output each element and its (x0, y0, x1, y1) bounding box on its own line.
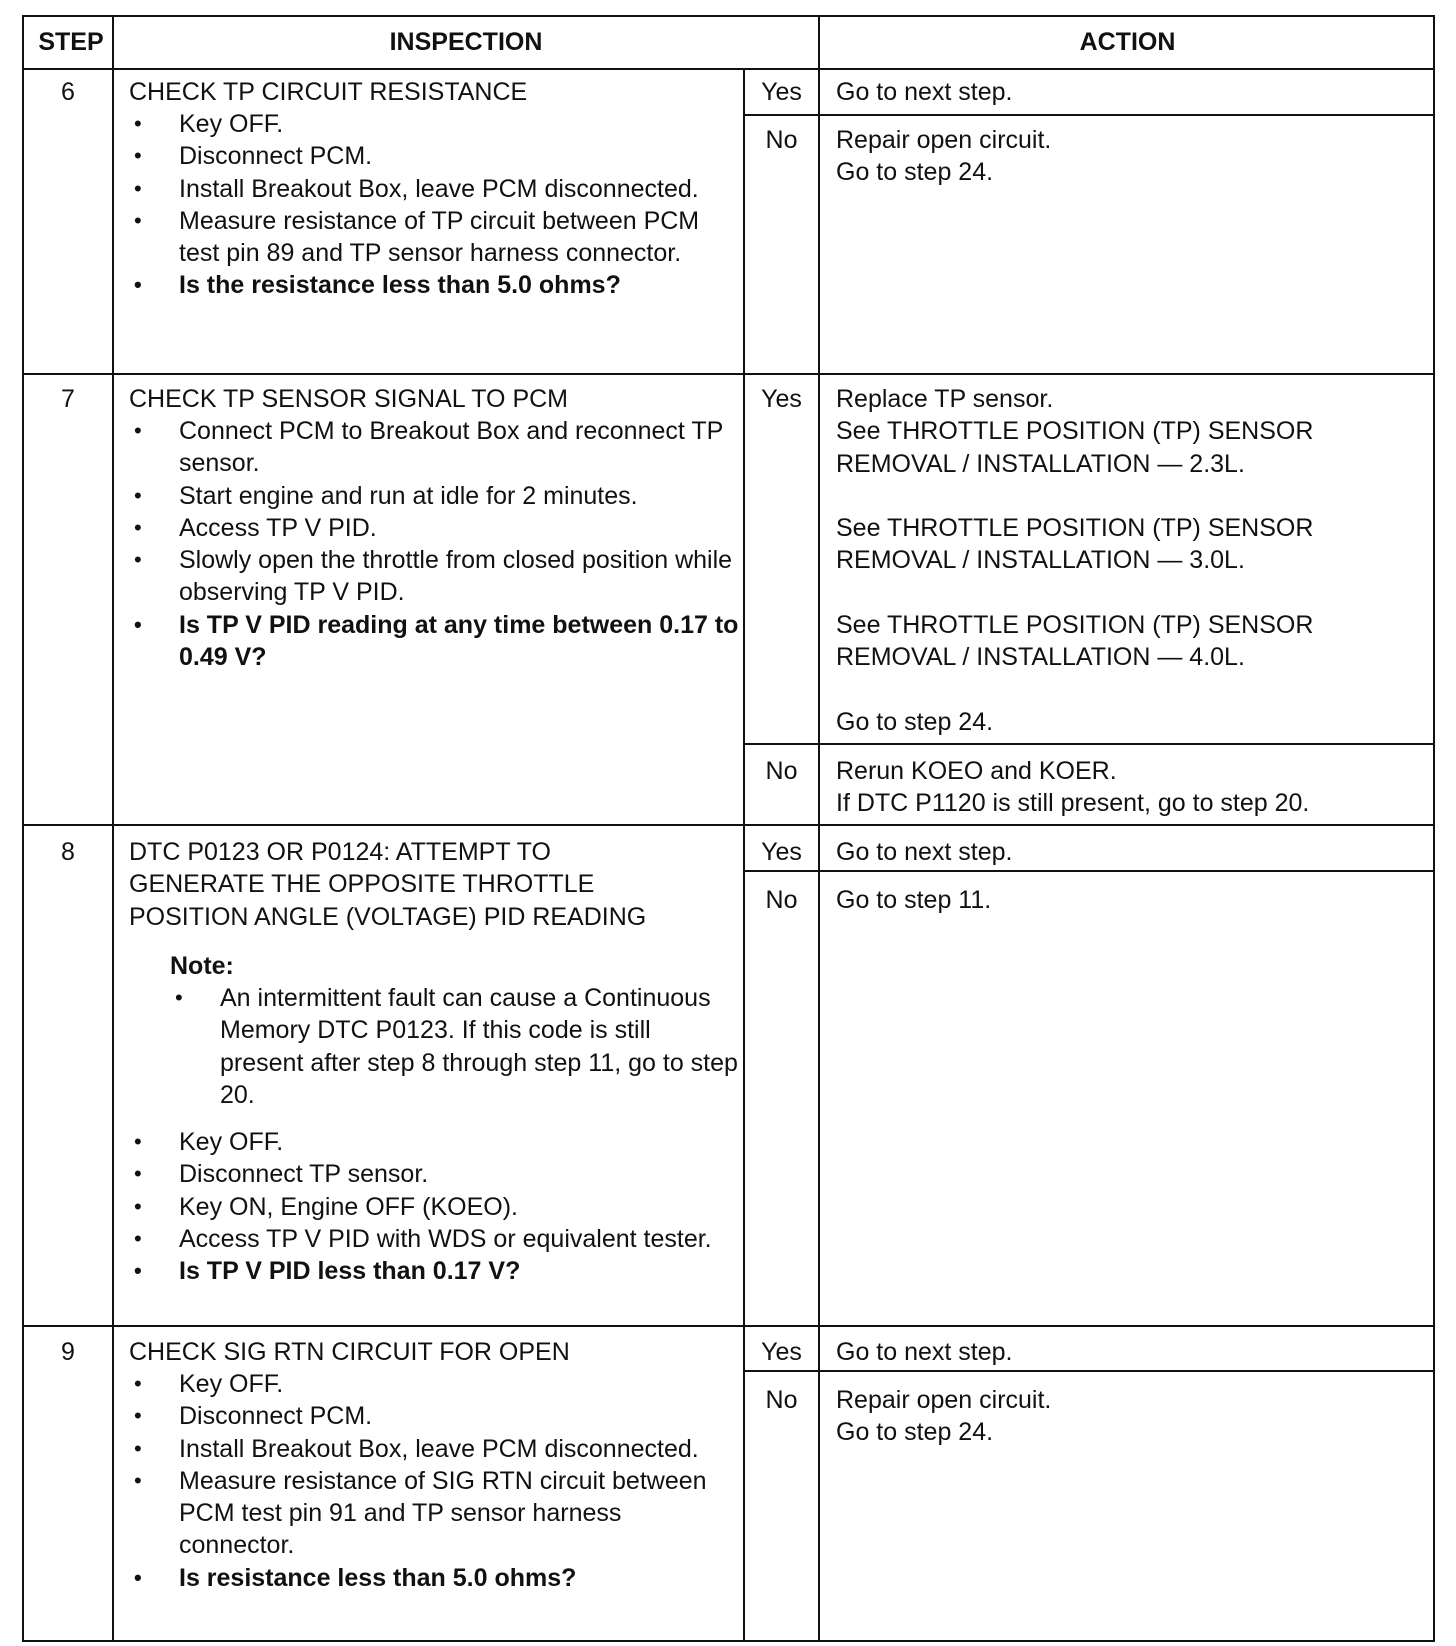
bullet-item: • Disconnect TP sensor. (129, 1158, 741, 1190)
yes-label: Yes (761, 385, 802, 413)
no-label: No (765, 126, 798, 154)
col-divider-step (112, 15, 114, 1642)
bullet-item: • Key OFF. (129, 1368, 741, 1400)
step-number: 9 (61, 1338, 75, 1366)
header-action: ACTION (1079, 28, 1176, 56)
inspection-title: CHECK TP CIRCUIT RESISTANCE (129, 78, 528, 106)
no-action (836, 755, 1309, 820)
note-bullets (170, 982, 738, 1111)
inspection-question: • Is TP V PID reading at any time between 0.17 to 0.49 V? (129, 609, 741, 674)
row-divider-6-7 (22, 373, 1435, 375)
header-step: STEP (38, 28, 104, 56)
bullet-item: • Measure resistance of SIG RTN circuit between PCM test pin 91 and TP sensor harness connector. (129, 1465, 741, 1562)
action-line: Rerun KOEO and KOER. (836, 757, 1117, 785)
inspection-bullets (129, 1368, 741, 1594)
note-text: • An intermittent fault can cause a Continuous Memory DTC P0123. If this code is still present after step 8 through step 11, go to step 20. (170, 982, 738, 1111)
action-line: Go to next step. (836, 78, 1013, 106)
no-label: No (765, 1386, 798, 1414)
action-line: Go to step 24. (836, 707, 994, 736)
step-number: 7 (61, 385, 75, 413)
inspection-question: • Is TP V PID less than 0.17 V? (129, 1255, 741, 1287)
yesno-divider-6 (743, 114, 1435, 116)
no-action (836, 1384, 1051, 1449)
action-line: Go to next step. (836, 1338, 1013, 1366)
yesno-divider-8 (743, 870, 1435, 872)
bullet-item: • Start engine and run at idle for 2 minutes. (129, 480, 741, 512)
bullet-item: • Disconnect PCM. (129, 140, 741, 172)
step-number: 6 (61, 78, 75, 106)
yes-label: Yes (761, 78, 802, 106)
action-line: If DTC P1120 is still present, go to step 20. (836, 789, 1310, 818)
row-divider-8-9 (22, 1325, 1435, 1327)
row-divider-7-8 (22, 824, 1435, 826)
bullet-item: • Measure resistance of TP circuit between PCM test pin 89 and TP sensor harness connector. (129, 205, 741, 270)
yes-action (836, 836, 1013, 868)
no-label: No (765, 886, 798, 914)
inspection-title: DTC P0123 OR P0124: ATTEMPT TO GENERATE THE OPPOSITE THROTTLE POSITION ANGLE (VOLTAGE) PID READING (129, 838, 647, 931)
no-label: No (765, 757, 798, 785)
action-line: See THROTTLE POSITION (TP) SENSOR REMOVAL / INSTALLATION — 3.0L. (836, 514, 1314, 575)
bullet-item: • Disconnect PCM. (129, 1400, 741, 1432)
inspection-title: CHECK TP SENSOR SIGNAL TO PCM (129, 385, 569, 413)
bullet-item: • Key OFF. (129, 1126, 741, 1158)
inspection-bullets (129, 1126, 741, 1287)
no-action (836, 124, 1051, 189)
no-action (836, 884, 991, 916)
action-line: Repair open circuit. (836, 1386, 1052, 1414)
action-line: See THROTTLE POSITION (TP) SENSOR REMOVAL / INSTALLATION — 4.0L. (836, 611, 1314, 672)
yes-action (836, 76, 1013, 108)
yesno-divider-7 (743, 743, 1435, 745)
action-line: Go to next step. (836, 838, 1013, 866)
yes-label: Yes (761, 838, 802, 866)
action-line: Go to step 24. (836, 158, 994, 187)
inspection-bullets (129, 108, 741, 302)
header-divider (22, 68, 1435, 70)
col-divider-action (818, 15, 820, 1642)
bullet-item: • Connect PCM to Breakout Box and reconnect TP sensor. (129, 415, 741, 480)
inspection-question: • Is resistance less than 5.0 ohms? (129, 1562, 741, 1594)
action-line: See THROTTLE POSITION (TP) SENSOR REMOVAL / INSTALLATION — 2.3L. (836, 417, 1314, 478)
inspection-title: CHECK SIG RTN CIRCUIT FOR OPEN (129, 1338, 570, 1366)
inspection-question: • Is the resistance less than 5.0 ohms? (129, 269, 741, 301)
action-line: Go to step 11. (836, 886, 992, 914)
action-line: Go to step 24. (836, 1418, 994, 1447)
action-line: Replace TP sensor. (836, 385, 1054, 413)
step-number: 8 (61, 838, 75, 866)
inspection-bullets (129, 415, 741, 673)
action-line: Repair open circuit. (836, 126, 1052, 154)
note-label: Note: (170, 952, 234, 980)
bullet-item: • Key ON, Engine OFF (KOEO). (129, 1191, 741, 1223)
yes-action (836, 383, 1428, 738)
yes-label: Yes (761, 1338, 802, 1366)
bullet-item: • Install Breakout Box, leave PCM disconnected. (129, 1433, 741, 1465)
bullet-item: • Access TP V PID with WDS or equivalent tester. (129, 1223, 741, 1255)
bullet-item: • Access TP V PID. (129, 512, 741, 544)
yesno-divider-9 (743, 1370, 1435, 1372)
bullet-item: • Install Breakout Box, leave PCM disconnected. (129, 173, 741, 205)
yes-action (836, 1336, 1013, 1368)
header-inspection: INSPECTION (389, 28, 543, 56)
bullet-item: • Key OFF. (129, 108, 741, 140)
bullet-item: • Slowly open the throttle from closed position while observing TP V PID. (129, 544, 741, 609)
